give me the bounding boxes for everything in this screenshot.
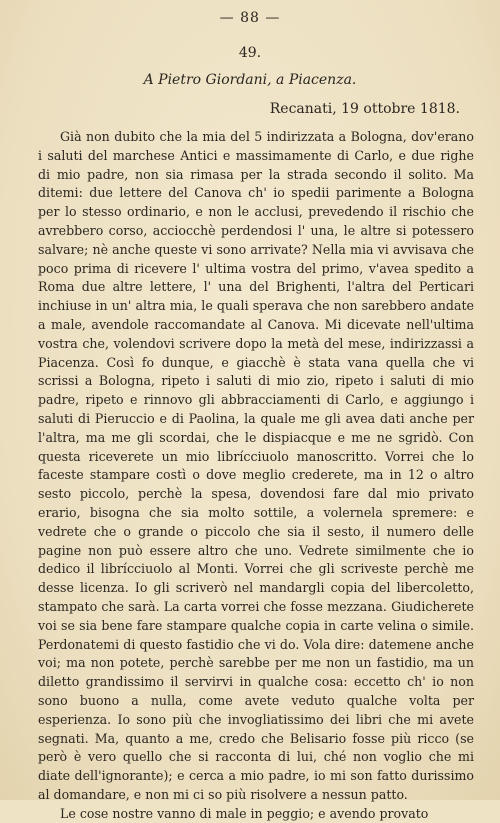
letter-addressee: A Pietro Giordani, a Piacenza. — [143, 72, 357, 88]
letter-number: 49. — [238, 45, 262, 61]
paragraph: Le cose nostre vanno di male in peggio; e avendo provato — [60, 805, 429, 821]
page-number: — 88 — — [219, 10, 281, 26]
letter-body — [38, 128, 474, 823]
paragraph: Già non dubito che la mia del 5 indirizzata a Bologna, dov'erano i saluti del marchese Antici e massimamente di Carlo, e due righe di mio padre, non sia rimasa per la strada secondo il solito. Ma ditemi: due lettere del Canova ch' io spedii parimente a Bologna per lo stesso ordinario, e non le acclusi, prevedendo il rischio che avrebbero corso, acciocchè perdendosi l' una, le altre si potessero salvare; nè anche queste vi sono arrivate? Nella mia vi avvisava che poco prima di ricevere l' ultima vostra del primo, v'avea spedito a Roma due altre lettere, l' una del Brighenti, l'altra del Perticari inchiuse in un' altra mia, le quali sperava che non sarebbero andate a male, avendole raccomandate al Canova. Mi dicevate nell'ultima vostra che, volendovi scrivere dopo la metà del mese, indirizzassi a Piacenza. Così fo dunque, e giacchè è stata vana quella che vi scrissi a Bologna, ripeto i saluti di mio zio, ripeto i saluti di mio padre, ripeto e rinnovo gli abbracciamenti di Carlo, e aggiungo i saluti di Pieruccio e di Paolina, la quale me gli avea dati anche per l'altra, ma me gli scordai, che le dispiacque e me ne sgridò. Con questa riceverete un mio librícciuolo manoscritto. Vorrei che lo faceste stampare costì o dove meglio crederete, ma in 12 o altro sesto piccolo, perchè la spesa, dovendosi fare dal mio privato erario, bisogna che sia molto sottile, a volernela spremere: e vedrete che o grande o piccolo che sia il sesto, il numero delle pagine non può essere altro che uno. Vedrete similmente che io dedico il librícciuolo al Monti. Vorrei che gli scriveste perchè me desse licenza. Io gli scriverò nel mandargli copia del libercoletto, stampato che sarà. La carta vorrei che fosse mezzana. Giudicherete voi se sia bene fare stampare qualche copia in carte velina o simile. Perdonatemi di questo fastidio che vi do. Vola dire: datemene anche voi; ma non potete, perchè sarebbe per me non un fastidio, ma un diletto grandissimo il servirvi in qualche cosa: eccetto ch' io non sono buono a nulla, come avete veduto qualche volta per esperienza. Io sono più che invogliatissimo dei libri che mi avete segnati. Ma, quanto a me, credo che Belisario fosse più ricco (se però è vero quello che si racconta di lui, ché non voglio che mi diate dell'ignorante); e cerca a mio padre, io mi son fatto durissimo al domandare, e non mi ci so più risolvere a nessun patto. — [38, 129, 474, 802]
letter-dateline: Recanati, 19 ottobre 1818. — [269, 101, 460, 117]
